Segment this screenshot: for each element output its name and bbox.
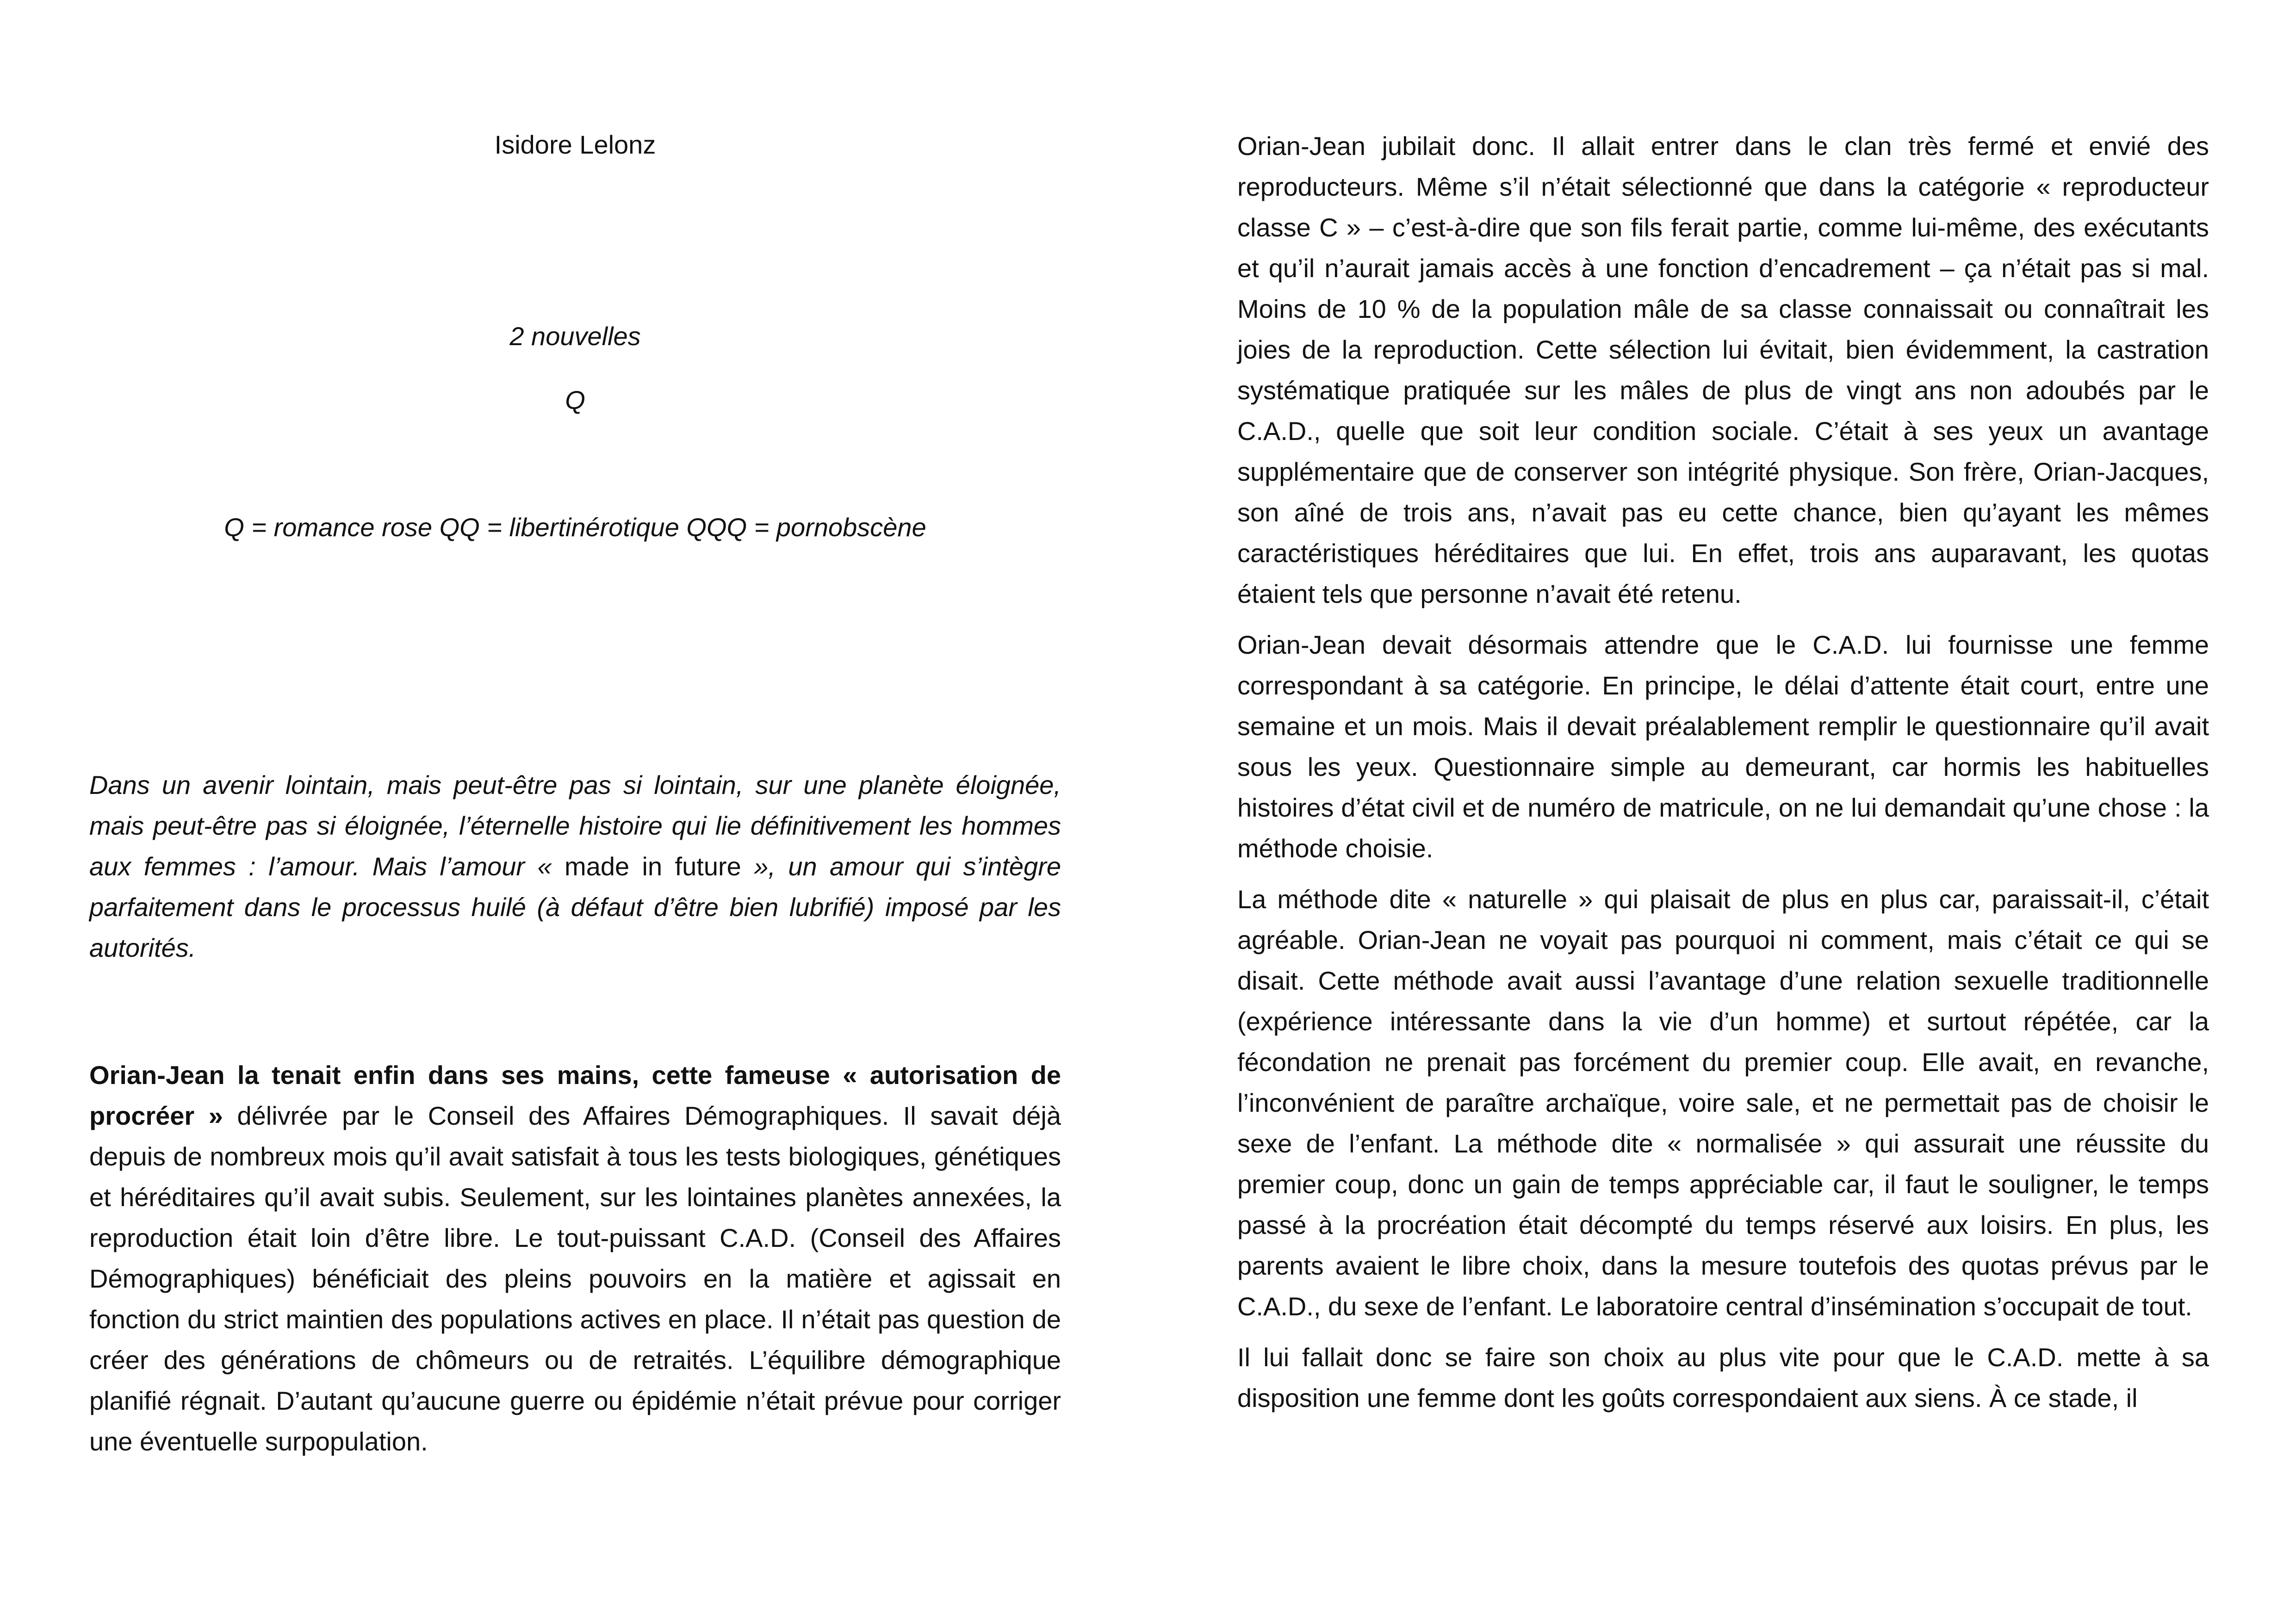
right-paragraph-4: Il lui fallait donc se faire son choix au plus vite pour que le C.A.D. mette à sa disposition une femme dont les goûts correspondaient aux siens. À ce stade, il	[1237, 1343, 2209, 1412]
book-subtitle: 2 nouvelles	[509, 322, 641, 351]
right-paragraph-3: La méthode dite « naturelle » qui plaisait de plus en plus car, paraissait-il, c’était agréable. Orian-Jean ne voyait pas pourquoi ni comment, mais c’était ce qui se disait. Cette méthode avait aussi l’avantage d’une relation sexuelle traditionnelle (expérience intéressante dans la vie d’un homme) et surtout répétée, car la fécondation ne prenait pas forcément du premier coup. Elle avait, en revanche, l’inconvénient de paraître archaïque, voire sale, et ne permettait pas de choisir le sexe de l’enfant. La méthode dite « normalisée » qui assurait une réussite du premier coup, donc un gain de temps appréciable car, il faut le souligner, le temps passé à la procréation était décompté du temps réservé aux loisirs. En plus, les parents avaient le libre choix, dans la mesure toutefois des quotas prévus par le C.A.D., du sexe de l’enfant. Le laboratoire central d’insémination s’occupait de tout.	[1237, 885, 2209, 1321]
right-paragraph-2: Orian-Jean devait désormais attendre que le C.A.D. lui fournisse une femme correspondant à sa catégorie. En principe, le délai d’attente était court, entre une semaine et un mois. Mais il devait préalablement remplir le questionnaire qu’il avait sous les yeux. Questionnaire simple au demeurant, car hormis les habituelles histoires d’état civil et de numéro de matricule, on ne lui demandait qu’une chose : la méthode choisie.	[1237, 630, 2209, 863]
right-column	[1237, 126, 2209, 1419]
story-lead-body: délivrée par le Conseil des Affaires Démographiques. Il savait déjà depuis de nombreux mois qu’il avait satisfait à tous les tests biologiques, génétiques et héréditaires qu’il avait subis. Seulement, sur les lointaines planètes annexées, la reproduction était loin d’être libre. Le tout-puissant C.A.D. (Conseil des Affaires Démographiques) bénéficiait des pleins pouvoirs en la matière et agissait en fonction du strict maintien des populations actives en place. Il n’était pas question de créer des générations de chômeurs ou de retraités. L’équilibre démographique planifié régnait. D’autant qu’aucune guerre ou épidémie n’était prévue pour corriger une éventuelle surpopulation.	[89, 1101, 1061, 1456]
story-opening	[89, 1055, 1061, 1462]
blurb-part-3: », un amour qui s’intègre parfaitement dans le processus huilé (à défaut d’être bien lubrifié) imposé par les autorités.	[89, 852, 1061, 962]
blurb-part-2: made in future	[552, 852, 754, 881]
blurb-part-1: Dans un avenir lointain, mais peut-être pas si lointain, sur une planète éloignée, mais peut-être pas si éloignée, l’éternelle histoire qui lie définitivement les hommes aux femmes : l’amour. Mais l’amour «	[89, 770, 1061, 881]
book-blurb	[89, 765, 1061, 968]
rating-legend: Q = romance rose QQ = libertinérotique QQQ = pornobscène	[224, 513, 926, 542]
author-name: Isidore Lelonz	[494, 130, 656, 159]
story-paragraph	[89, 1055, 1061, 1462]
story-lead-bold: Orian-Jean la tenait enfin dans ses mains, cette fameuse « autorisation de procréer »	[89, 1060, 1061, 1130]
right-page	[1148, 0, 2296, 1623]
right-paragraph-1: Orian-Jean jubilait donc. Il allait entrer dans le clan très fermé et envié des reproducteurs. Même s’il n’était sélectionné que dans la catégorie « reproducteur classe C » – c’est-à-dire que son fils ferait partie, comme lui-même, des exécutants et qu’il n’aurait jamais accès à une fonction d’encadrement – ça n’était pas si mal. Moins de 10 % de la population mâle de sa classe connaissait ou connaîtrait les joies de la reproduction. Cette sélection lui évitait, bien évidemment, la castration systématique pratiquée sur les mâles de plus de vingt ans non adoubés par le C.A.D., quelle que soit leur condition sociale. C’était à ses yeux un avantage supplémentaire que de conserver son intégrité physique. Son frère, Orian-Jacques, son aîné de trois ans, n’avait pas eu cette chance, bien qu’ayant les mêmes caractéristiques héréditaires que lui. En effet, trois ans auparavant, les quotas étaient tels que personne n’avait été retenu.	[1237, 131, 2209, 608]
rating-mark: Q	[565, 385, 585, 415]
